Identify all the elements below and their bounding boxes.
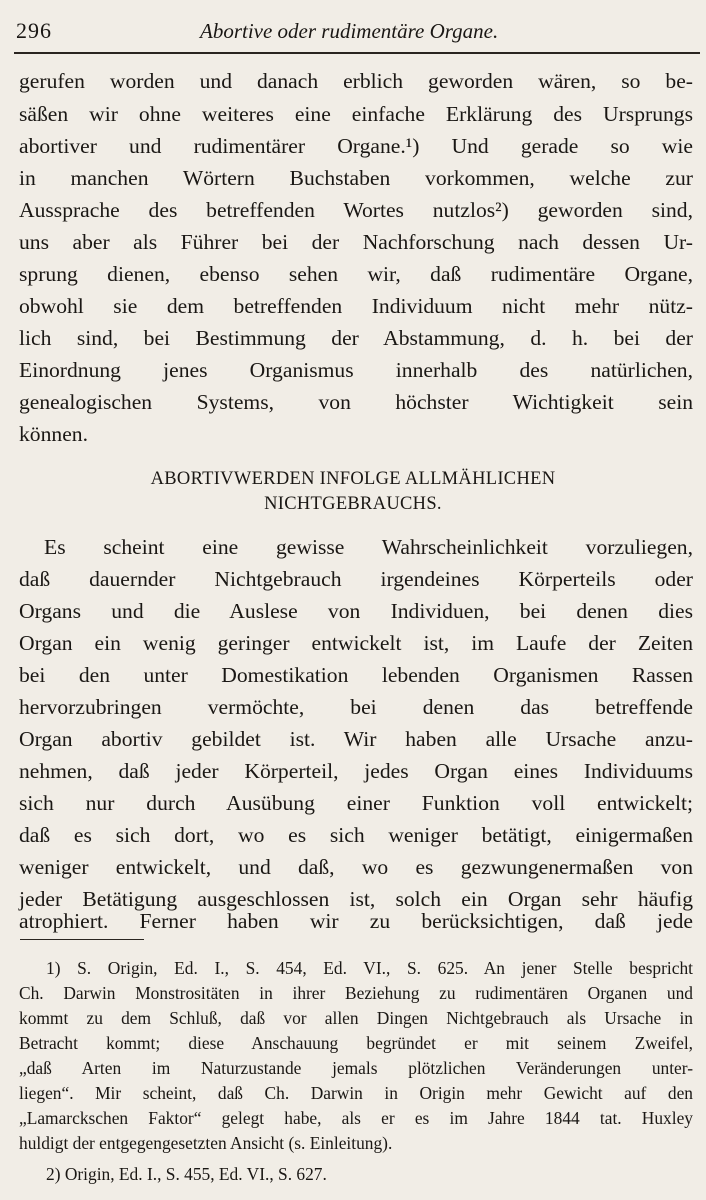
section-line: sich nur durch Ausübung einer Funktion voll entwickelt; [19,791,693,815]
section-line: jeder Betätigung ausgeschlossen ist, solch ein Organ sehr häufig [19,887,693,911]
footnote-line: Ch. Darwin Monstrositäten in ihrer Beziehung zu rudimentären Organen und [19,983,693,1003]
section-line: weniger entwickelt, und daß, wo es gezwungenermaßen von [19,855,693,879]
section-heading-line2: NICHTGEBRAUCHS. [264,494,442,514]
body-line: obwohl sie dem betreffenden Individuum nicht mehr nütz- [19,294,693,318]
page-number: 296 [16,18,52,43]
footnote-line: kommt zu dem Schluß, daß vor allen Dingen Nichtgebrauch als Ursache in [19,1008,693,1028]
header-rule [14,52,700,54]
section-line: daß es sich dort, wo es sich weniger betätigt, einigermaßen [19,823,693,847]
footnote-line: 2) Origin, Ed. I., S. 455, Ed. VI., S. 627. [46,1164,327,1184]
footnote-line: huldigt der entgegengesetzten Ansicht (s. Einleitung). [19,1133,393,1153]
body-line: säßen wir ohne weiteres eine einfache Erklärung des Ursprungs [19,102,693,126]
body-line: Aussprache des betreffenden Wortes nutzlos²) geworden sind, [19,198,693,222]
body-line: gerufen worden und danach erblich geworden wären, so be- [19,69,693,93]
footnote-line: „daß Arten im Naturzustande jemals plötzlichen Veränderungen unter- [19,1058,693,1078]
section-line: bei den unter Domestikation lebenden Organismen Rassen [19,663,693,687]
footnote-line: Betracht kommt; diese Anschauung begründet er mit seinem Zweifel, [19,1033,693,1053]
body-line: genealogischen Systems, von höchster Wichtigkeit sein [19,390,693,414]
footnote-line: 1) S. Origin, Ed. I., S. 454, Ed. VI., S. 625. An jener Stelle bespricht [46,958,693,978]
section-line: Organ ein wenig geringer entwickelt ist, im Laufe der Zeiten [19,631,693,655]
body-line: lich sind, bei Bestimmung der Abstammung, d. h. bei der [19,326,693,350]
body-line: Einordnung jenes Organismus innerhalb des natürlichen, [19,358,693,382]
section-line: Organ abortiv gebildet ist. Wir haben alle Ursache anzu- [19,727,693,751]
section-line: hervorzubringen vermöchte, bei denen das betreffende [19,695,693,719]
footnote-line: „Lamarckschen Faktor“ gelegt habe, als er es im Jahre 1844 tat. Huxley [19,1108,693,1128]
body-line: abortiver und rudimentärer Organe.¹) Und gerade so wie [19,134,693,158]
body-line: sprung dienen, ebenso sehen wir, daß rudimentäre Organe, [19,262,693,286]
section-line: daß dauernder Nichtgebrauch irgendeines Körperteils oder [19,567,693,591]
running-title: Abortive oder rudimentäre Organe. [200,19,499,43]
body-line: können. [19,422,88,446]
footnote-rule [20,939,144,940]
footnote-line: liegen“. Mir scheint, daß Ch. Darwin in Origin mehr Gewicht auf den [19,1083,693,1103]
section-line: Organs und die Auslese von Individuen, bei denen dies [19,599,693,623]
section-line: Es scheint eine gewisse Wahrscheinlichkeit vorzuliegen, [44,535,693,559]
section-line: atrophiert. Ferner haben wir zu berücksichtigen, daß jede [19,909,693,933]
body-line: uns aber als Führer bei der Nachforschung nach dessen Ur- [19,230,693,254]
section-line: nehmen, daß jeder Körperteil, jedes Organ eines Individuums [19,759,693,783]
section-heading-line1: ABORTIVWERDEN INFOLGE ALLMÄHLICHEN [150,469,556,489]
body-line: in manchen Wörtern Buchstaben vorkommen, welche zur [19,166,693,190]
